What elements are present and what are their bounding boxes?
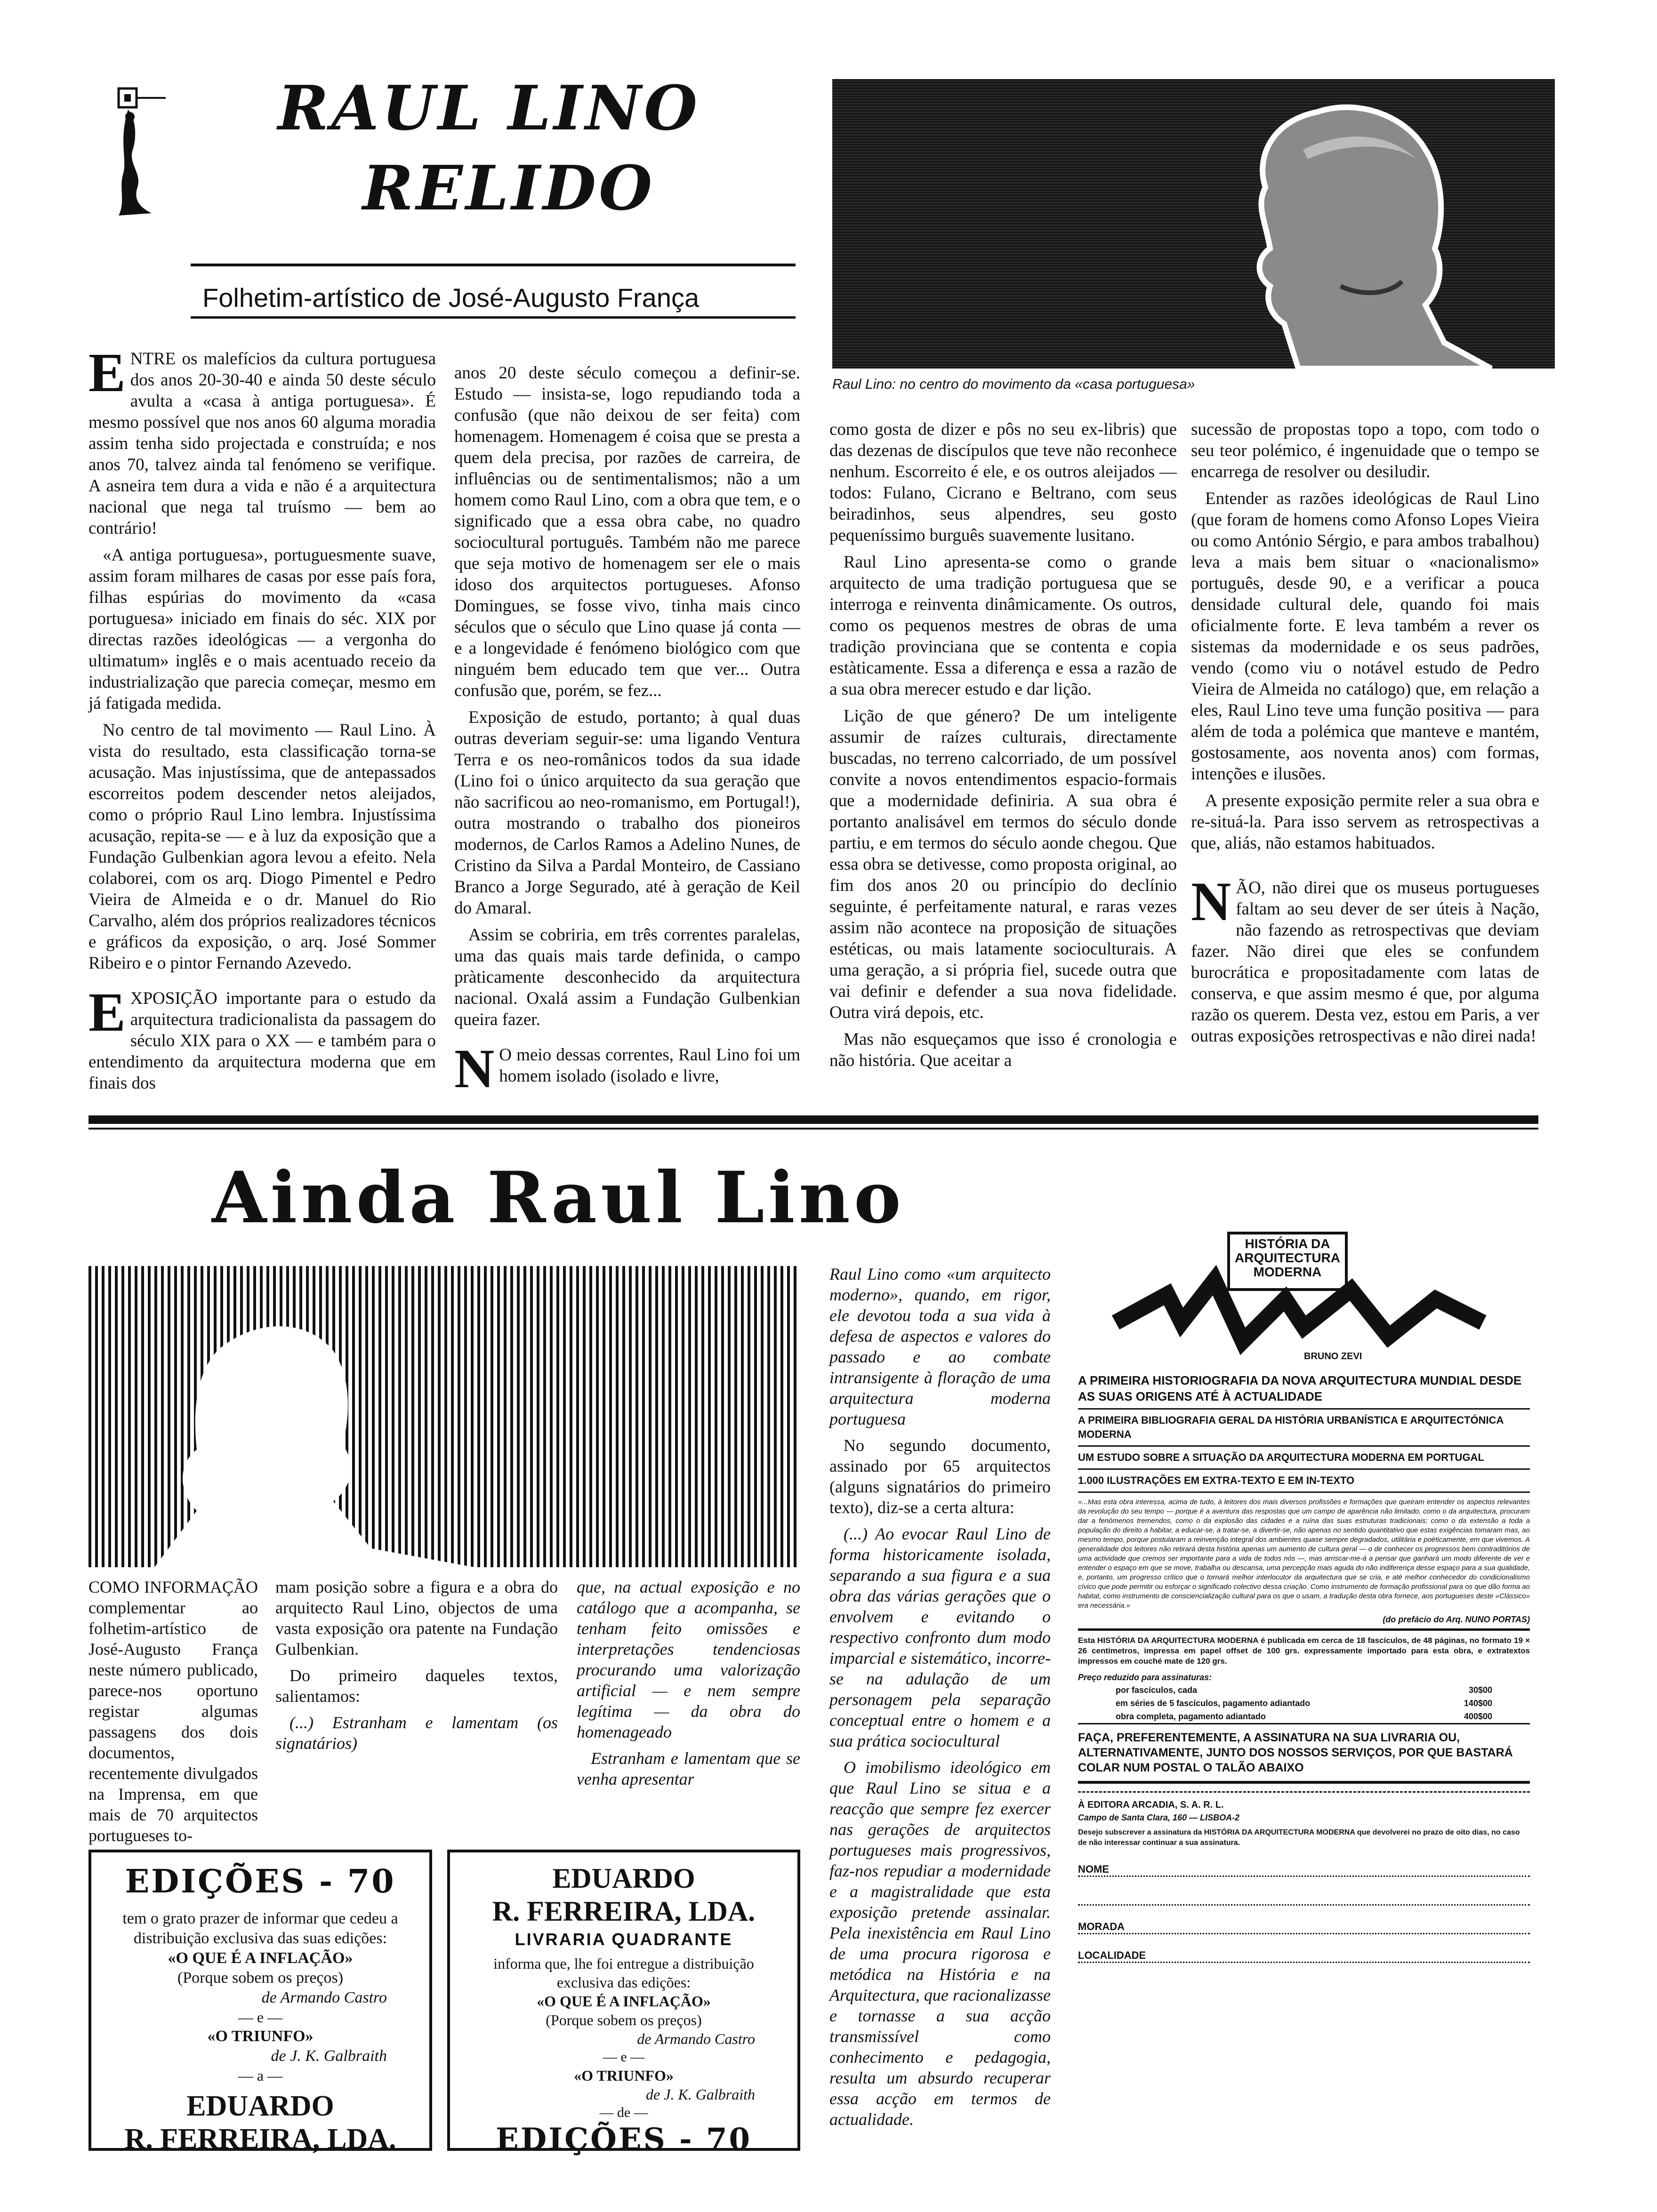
article2-c2-p2: Do primeiro daqueles textos, salientamos: <box>275 1666 558 1706</box>
headline-line2: RELIDO <box>362 152 655 224</box>
ad1-intro: tem o grato prazer de informar que cedeu a distribuição exclusiva das suas edições: <box>122 1910 398 1947</box>
col1-paragraph-3: No centro de tal movimento — Raul Lino. À vista do resultado, esta classificação torna-se acusação. Mas injustíssima, que de antepassados escorreitos podem descender netos aleijados, como o próprio Raul Lino lembra. Injustíssima acusação, repita-se — e à luz da exposição que a Fundação Gulbenkian agora levou a efeito. Nela colaborei, com os arq. Diogo Pimentel e Pedro Vieira de Almeida e o dr. Manuel do Rio Carvalho, além dos próprios realizadores técnicos e gráficos da exposição, o arq. José Sommer Ribeiro e o pintor Fernando Azevedo. <box>88 721 436 973</box>
coupon-field-blank[interactable] <box>1078 1883 1530 1906</box>
coupon-field-morada[interactable] <box>1078 1912 1530 1934</box>
price-2-value: 140$00 <box>1464 1699 1492 1708</box>
col1-paragraph-4: XPOSIÇÃO importante para o estudo da arquitectura tradicionalista da passagem do século XIX para o XX — e também para o entendimento da arquitectura moderna que em finais dos <box>88 989 436 1093</box>
coupon-field-name-label: NOME <box>1078 1863 1109 1875</box>
ad-quote: «...Mas esta obra interessa, acima de tudo, à leitores dos mais diversos profissões e formações que queiram entender os aspectos relevantes da revolução do seu tempo — porque é a aventura das respostas que um campo de aparência não limitado, como o da arquitectura, procuram dar a fenómenos tremendos, como o da explosão das cidades e a ruína das suas estruturas tradicionais; como o da extensão a toda a população do direito a habitar, a educar-se, a tratar-se, a divertir-se, não apenas no sentido quantitativo que estas exigências tomaram mas, ao mesmo tempo, porque postularam a reinvenção integral dos ambientes quase sempre degradados, utilitária e poèticamente, em que vivemos. A generalidade dos leitores não retirará desta história apenas um aumento de cultura geral — o de conhecer os progressos bem contraditórios de uma actividade que cremos ser importante para a vida de todos nós —, mas arriscar-me-á a pensar que ganhará um modo diferente de ver e entender o espaço em que se move, trabalha ou descansa, uma percepção mais aguda do não indiferença desse espaço para a sua qualidade, e, portanto, um progresso crítico que o tornará melhor interlocutor da arquitectura que se cria, e até melhor conhecedor do condicionalismo cívico que pode permitir ou esforçar o significado colectivo dessa criação. Como instrumento de formação profissional para os que dão forma ao habitat, como instrumento de consciencialização cultural para os que o usam, a tradução desta obra fornece, aos portugueses deste «Clássico» era necessária.» <box>1078 1498 1530 1610</box>
coupon-field-morada-label: MORADA <box>1078 1921 1125 1932</box>
ad-bullet-4: 1.000 ILUSTRAÇÕES EM EXTRA-TEXTO E EM IN-TEXTO <box>1078 1470 1530 1493</box>
ad-bullet-1: A PRIMEIRA HISTORIOGRAFIA DA NOVA ARQUITECTURA MUNDIAL DESDE AS SUAS ORIGENS ATÉ À ACTUALIDADE <box>1078 1370 1530 1410</box>
price-3-value: 400$00 <box>1464 1712 1492 1721</box>
price-2-label: em séries de 5 fascículos, pagamento adiantado <box>1116 1699 1311 1708</box>
ad1-book1-author: de Armando Castro <box>261 1989 387 2006</box>
coupon-field-localidade[interactable] <box>1078 1941 1530 1963</box>
col3-paragraph-4: Mas não esqueçamos que isso é cronologia e não história. Que aceitar a <box>829 1030 1177 1070</box>
col2-paragraph-1: anos 20 deste século começou a definir-se. Estudo — insista-se, logo repudiando toda a confusão (que não deixou de ser feita) com homenagem. Homenagem é coisa que se presta a quem dela precisa, por razões de carreira, de influências ou de sentimentalismos; não a um homem como Raul Lino, com a obra que tem, e o significado que a essa obra cabe, no quadro sociocultural português. Também não me parece que seja motivo de homenagem ser ele o mais idoso dos arquitectos portugueses. Afonso Domingues, se fosse vivo, tinha mais cinco séculos que o século que Lino quase já conta — e a longevidade é fenómeno biológico com que ninguém bem educado tem que ver... Outra confusão que, porém, se fez... <box>454 363 800 700</box>
price-row-3 <box>1078 1710 1530 1724</box>
ad1-book2: «O TRIUNFO» <box>207 2028 314 2045</box>
coupon-field-name[interactable] <box>1078 1855 1530 1877</box>
ad1-title: EDIÇÕES - 70 <box>125 1863 396 1900</box>
article2-c3-p2: Estranham e lamentam que se venha apresentar <box>577 1749 800 1788</box>
section-separator-thin <box>88 1128 1538 1130</box>
col4-paragraph-2: Entender as razões ideológicas de Raul Lino (que foram de homens como Afonso Lopes Vieira ou como António Sérgio, e para ambos trabalhou) leva a mais bem situar o «nacionalismo» português, desde 90, e a verificar a pouca densidade cultural dele, quando foi mais oficialmente forte. E leva também a rever os sistemas da modernidade e os seus padrões, vendo (como viu o notável estudo de Pedro Vieira de Almeida no catálogo) que, em relação a eles, Raul Lino teve uma função positiva — para além de toda a polémica que manteve e mantém, gostosamente, aos noventa anos) com formas, intenções e ilusões. <box>1191 489 1539 784</box>
ad2-sep: — e — <box>603 2049 645 2065</box>
price-3-label: obra completa, pagamento adiantado <box>1116 1712 1266 1721</box>
ad-bullet-2: A PRIMEIRA BIBLIOGRAFIA GERAL DA HISTÓRIA URBANÍSTICA E ARQUITECTÓNICA MODERNA <box>1078 1410 1530 1447</box>
coupon-address: Campo de Santa Clara, 160 — LISBOA-2 <box>1078 1813 1240 1822</box>
silhouette-image <box>88 1266 799 1567</box>
ad2-intro: informa que, lhe foi entregue a distribuição exclusiva das edições: <box>493 1955 754 1991</box>
price-row-1 <box>1078 1683 1530 1697</box>
ad1-book2-author: de J. K. Galbraith <box>271 2047 387 2065</box>
col1-paragraph-1: NTRE os malefícios da cultura portuguesa dos anos 20-30-40 e ainda 50 deste século avulta a «casa à antiga portuguesa». É mesmo possível que nos anos 60 alguma moradia assim tenha sido projectada e construída; e nos anos 70, talvez ainda tal fenómeno se verifique. A asneira tem dura a vida e não é a arquitectura nacional que nega tal truísmo — bem ao contrário! <box>88 349 436 538</box>
coupon[interactable] <box>1078 1791 1530 1963</box>
price-row-2 <box>1078 1697 1530 1710</box>
ad-edition-text: Esta HISTÓRIA DA ARQUITECTURA MODERNA é publicada em cerca de 18 fascículos, de 48 páginas, no formato 19 × 26 centímetros, impressa em papel offset de 100 grs. expressamente importado para esta obra, e extratextos impressos em couché mate de 120 grs. <box>1078 1636 1530 1666</box>
figure-logo-icon <box>109 84 170 220</box>
book-logo-title-1: HISTÓRIA DA <box>1245 1236 1330 1251</box>
ad2-book1: «O QUE É A INFLAÇÃO» <box>537 1993 711 2010</box>
article2-c4-p3: (...) Ao evocar Raul Lino de forma historicamente isolada, separando a sua figura e a sua obra das várias gerações que o envolvem e evitando o respectivo confronto dum modo imparcial e sistemático, incorre-se na adulação de um personagem pela separação conceptual entre o homem e a sua prática sociocultural <box>829 1524 1051 1750</box>
ad-historia-arquitectura <box>1069 1205 1539 2165</box>
ad2-title2: R. FERREIRA, LDA. <box>492 1896 756 1927</box>
ad1-footer1: EDUARDO <box>186 2090 334 2122</box>
book-logo-title-2: ARQUITECTURA <box>1235 1250 1340 1265</box>
coupon-company: À EDITORA ARCADIA, S. A. R. L. <box>1078 1800 1224 1810</box>
article2-c4-p1: Raul Lino como «um arquitecto moderno», quando, em rigor, ele devotou toda a sua vida à defesa de aspectos e valores do passado e ao combate intransigente à floração de uma arquitectura moderna portuguesa <box>829 1265 1051 1428</box>
article2-column-3 <box>577 1577 800 1821</box>
col1-paragraph-2: «A antiga portuguesa», portuguesmente suave, assim foram milhares de casas por esse país fora, filhas espúrias do movimento da «casa portuguesa» iniciado em finais do séc. XIX por directas razões ideológicas — a vergonha do ultimatum» inglês e o mais acentuado receio da industrialização que parecia começar, mesmo em já fatigada medida. <box>88 545 436 713</box>
article1-column-3 <box>829 419 1177 1097</box>
dropcap-e2: E <box>88 981 126 1043</box>
ad-eduardo-ferreira <box>447 1850 800 2157</box>
article2-c3-p1: que, na actual exposição e no catálogo que a acompanha, se tenham feito omissões e interpretações tendenciosas procurando uma valorização artificial — e nem sempre legítima — da obra do homenageado <box>577 1578 800 1741</box>
article2-column-1 <box>88 1577 258 1845</box>
ad1-book1-sub: (Porque sobem os preços) <box>177 1969 344 1987</box>
ad2-title1: EDUARDO <box>552 1863 695 1894</box>
article2-c4-p4: O imobilismo ideológico em que Raul Lino se situa e a reacção que sempre fez exercer nas gerações de arquitectos portugueses mais progressivos, faz-nos repudiar a modernidade e a magistralidade que esta exposição pretende assinalar. Pela inexistência em Raul Lino de uma procura rigorosa e metódica na História e na Arquitectura, que racionalizasse e tornasse a sua acção transmissível como conhecimento e pedagogia, resulta um absurdo recuperar essa acção em termos de actualidade. <box>829 1758 1051 2129</box>
article1-column-2 <box>454 362 800 1097</box>
col4-paragraph-4: ÃO, não direi que os museus portugueses faltam ao seu dever de ser úteis à Nação, não fazendo as retrospectivas que deviam fazer. Não direi que eles se confundem burocrática e propositadamente com latas de conserva, e que assim mesmo é que, por alguma razão os querem. Desta vez, estou em Paris, a ver outras exposições retrospectivas e não direi nada! <box>1191 878 1539 1046</box>
subtitle-bottom-rule <box>191 316 796 319</box>
ad-bullet-3: UM ESTUDO SOBRE A SITUAÇÃO DA ARQUITECTURA MODERNA EM PORTUGAL <box>1078 1447 1530 1470</box>
ad-bullets <box>1078 1370 1530 1970</box>
photo-caption: Raul Lino: no centro do movimento da «casa portuguesa» <box>832 377 1195 392</box>
ad-price-heading: Preço reduzido para assinaturas: <box>1078 1673 1212 1682</box>
col3-paragraph-1: como gosta de dizer e pôs no seu ex-libris) que das dezenas de discípulos que teve não reconhece nenhum. Escorreito é ele, e os outros aleijados — todos: Fulano, Cicrano e Beltrano, com seus beiradinhos, seus alpendres, seu gosto pequeníssimo burguês suavemente lusitano. <box>829 420 1177 545</box>
ad2-footer: EDIÇÕES - 70 <box>495 2122 752 2157</box>
book-author: BRUNO ZEVI <box>1304 1351 1362 1362</box>
col2-paragraph-4: O meio dessas correntes, Raul Lino foi um homem isolado (isolado e livre, <box>499 1045 800 1086</box>
ad-edicoes-70 <box>88 1850 432 2155</box>
ad-cta: FAÇA, PREFERENTEMENTE, A ASSINATURA NA SUA LIVRARIA OU, ALTERNATIVAMENTE, JUNTO DOS NOSSOS SERVIÇOS, POR QUE BASTARÁ COLAR NUM POSTAL O TALÃO ABAIXO <box>1078 1724 1530 1784</box>
col3-paragraph-2: Raul Lino apresenta-se como o grande arquitecto de uma tradição portuguesa que se interroga e reinventa dinâmicamente. Os outros, como os pequenos mestres de obras de uma tradição provinciana que se contenta e copia estàticamente. Essa a diferença e essa a razão de a sua obra merecer estudo e dar lição. <box>829 553 1177 699</box>
article2-column-4 <box>829 1264 1051 2172</box>
article2-column-2 <box>275 1577 558 1821</box>
dropcap-n: N <box>454 1038 495 1099</box>
price-1-value: 30$00 <box>1468 1685 1492 1695</box>
ad2-title3: LIVRARIA QUADRANTE <box>515 1930 733 1949</box>
ad-quote-source: (do prefácio do Arq. NUNO PORTAS) <box>1078 1611 1530 1631</box>
article2-c2-p3: (...) Estranham e lamentam (os signatários) <box>275 1713 558 1753</box>
col3-paragraph-3: Lição de que género? De um inteligente assumir de raízes culturais, directamente buscadas, no terreno calcorriado, de um possível convite a novos entendimentos espacio-formais que a modernidade definiria. A sua obra é portanto analisável em termos do século donde partiu, e em termos do século aonde chegou. Que essa obra se detivesse, como proposta original, ao fim dos anos 20 ou princípio do declínio seguinte, é perfeitamente natural, e raras vezes assim não acontece na proposição de situações estéticas, ou mais latamente socioculturais. A uma geração, a si própria fiel, sucede outra que vai definir e defender a sua nova fidelidade. Outra virá depois, etc. <box>829 706 1177 1022</box>
coupon-text: Desejo subscrever a assinatura da HISTÓRIA DA ARQUITECTURA MODERNA que devolverei no prazo de oito dias, no caso de não interessar continuar a sua assinatura. <box>1078 1828 1520 1847</box>
headline-line1: RAUL LINO <box>278 72 700 144</box>
article2-title: Ainda Raul Lino <box>212 1156 905 1239</box>
article1-column-1 <box>88 342 436 1097</box>
article2-c1: COMO INFORMAÇÃO complementar ao folhetim-artístico de José-Augusto França neste número publicado, parece-nos oportuno registar algumas passagens dos dois documentos, recentemente divulgados na Imprensa, em que mais de 70 arquitectos portugueses to- <box>88 1578 258 1845</box>
col4-paragraph-1: sucessão de propostas topo a topo, com todo o seu teor polémico, é ingenuidade que o tempo se encarrega de resolver ou desiludir. <box>1191 420 1539 481</box>
dropcap-n2: N <box>1191 871 1231 932</box>
section-separator-thick <box>88 1115 1538 1124</box>
ad1-book1: «O QUE É A INFLAÇÃO» <box>168 1949 353 1967</box>
article1-column-4 <box>1191 419 1539 1097</box>
col2-paragraph-3: Assim se cobriria, em três correntes paralelas, uma das quais mais tarde definida, o campo pràticamente desconhecido da arquitectura nacional. Oxalá assim a Fundação Gulbenkian queira fazer. <box>454 925 800 1029</box>
ad2-book1-author: de Armando Castro <box>637 2030 755 2047</box>
coupon-field-localidade-label: LOCALIDADE <box>1078 1949 1146 1961</box>
portrait-photo <box>832 79 1555 369</box>
ad1-footer2: R. FERREIRA, LDA. <box>124 2123 396 2155</box>
dropcap-e: E <box>88 342 126 403</box>
ad2-book2-author: de J. K. Galbraith <box>646 2086 755 2103</box>
ad1-sep2: — a — <box>238 2067 283 2084</box>
article2-c2-p1: mam posição sobre a figura e a obra do arquitecto Raul Lino, objectos de uma vasta exposição ora patente na Fundação Gulbenkian. <box>275 1578 558 1659</box>
book-logo-title-3: MODERNA <box>1253 1265 1322 1279</box>
col2-paragraph-2: Exposição de estudo, portanto; à qual duas outras deveriam seguir-se: uma ligando Ventura Terra e os neo-românicos todos da sua idade (Lino foi o único arquitecto da sua geração que não sacrificou ao neo-romanismo, em Portugal!), outra mostrando o trabalho dos pioneiros modernos, de Carlos Ramos a Adelino Nunes, de Cristino da Silva a Pardal Monteiro, de Cassiano Branco a Jorge Segurado, até à geração de Keil do Amaral. <box>454 708 800 918</box>
article-subtitle: Folhetim-artístico de José-Augusto França <box>202 283 700 313</box>
ad1-sep: — e — <box>238 2009 283 2026</box>
ad2-book2: «O TRIUNFO» <box>574 2067 674 2084</box>
price-1-label: por fascículos, cada <box>1116 1685 1198 1695</box>
ad2-sep2: — de — <box>599 2105 648 2120</box>
subtitle-top-rule <box>191 264 796 266</box>
ad2-book1-sub: (Porque sobem os preços) <box>546 2012 702 2028</box>
col4-paragraph-3: A presente exposição permite reler a sua obra e re-situá-la. Para isso servem as retrospectivas a que, aliás, não estamos habituados. <box>1191 791 1539 853</box>
article2-c4-p2: No segundo documento, assinado por 65 arquitectos (alguns signatários do primeiro texto), diz-se a certa altura: <box>829 1436 1051 1517</box>
